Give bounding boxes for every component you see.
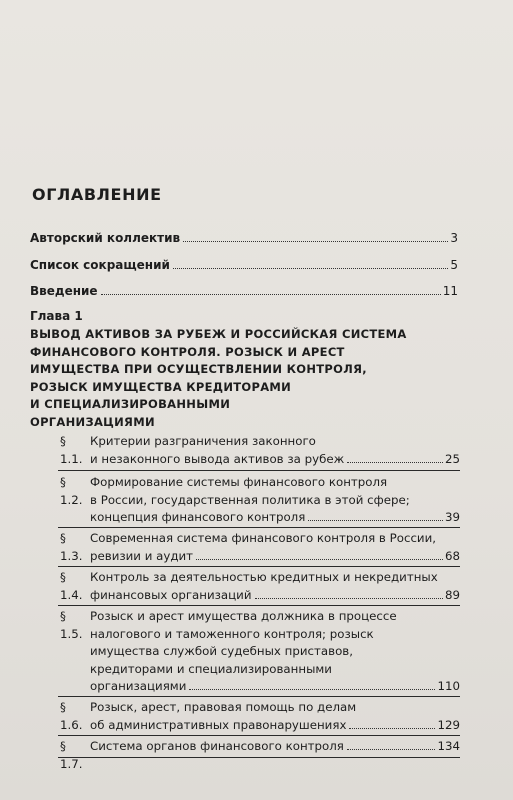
leader-dots <box>101 294 441 295</box>
section-divider <box>58 757 460 758</box>
section-divider <box>58 470 460 471</box>
toc-heading: ОГЛАВЛЕНИЕ <box>32 185 162 204</box>
section-divider <box>58 605 460 606</box>
leader-dots <box>173 268 448 269</box>
section-1-1: § 1.1. Критерии разграничения законного и незаконного вывода активов за рубеж 25 <box>60 434 460 466</box>
leader-dots <box>308 520 443 521</box>
section-1-7: § 1.7. Система органов финансового контроля 134 <box>60 739 460 771</box>
leader-dots <box>196 559 443 560</box>
chapter-title: ВЫВОД АКТИВОВ ЗА РУБЕЖ И РОССИЙСКАЯ СИСТЕМА ФИНАНСОВОГО КОНТРОЛЯ. РОЗЫСК И АРЕСТ ИМУЩЕСТВА ПРИ ОСУЩЕСТВЛЕНИИ КОНТРОЛЯ, РОЗЫСК ИМУЩЕСТВА КРЕДИТОРАМИ И СПЕЦИАЛИЗИРОВАННЫМИ ОРГАНИЗАЦИЯМИ <box>30 327 407 429</box>
section-divider <box>58 527 460 528</box>
leader-dots <box>349 728 435 729</box>
chapter-label: Глава 1 <box>30 309 83 323</box>
leader-dots <box>255 598 443 599</box>
section-1-5: § 1.5. Розыск и арест имущества должника в процессе налогового и таможенного контроля; розыск имущества службой судебных приставов, кредиторами и специализированными организациями 110 <box>60 609 460 693</box>
leader-dots <box>347 462 443 463</box>
section-1-6: § 1.6. Розыск, арест, правовая помощь по делам об административных правонарушениях 129 <box>60 700 460 732</box>
leader-dots <box>347 749 436 750</box>
leader-dots <box>189 689 435 690</box>
toc-entry-authors: Авторский коллектив 3 <box>30 231 458 245</box>
leader-dots <box>183 241 448 242</box>
section-1-3: § 1.3. Современная система финансового контроля в России, ревизии и аудит 68 <box>60 531 460 563</box>
section-divider <box>58 566 460 567</box>
section-1-4: § 1.4. Контроль за деятельностью кредитных и некредитных финансовых организаций 89 <box>60 570 460 602</box>
section-1-2: § 1.2. Формирование системы финансового контроля в России, государственная политика в этой сфере; концепция финансового контроля 39 <box>60 475 460 524</box>
toc-entry-abbreviations: Список сокращений 5 <box>30 258 458 272</box>
section-divider <box>58 696 460 697</box>
toc-entry-introduction: Введение 11 <box>30 284 458 298</box>
section-divider <box>58 735 460 736</box>
